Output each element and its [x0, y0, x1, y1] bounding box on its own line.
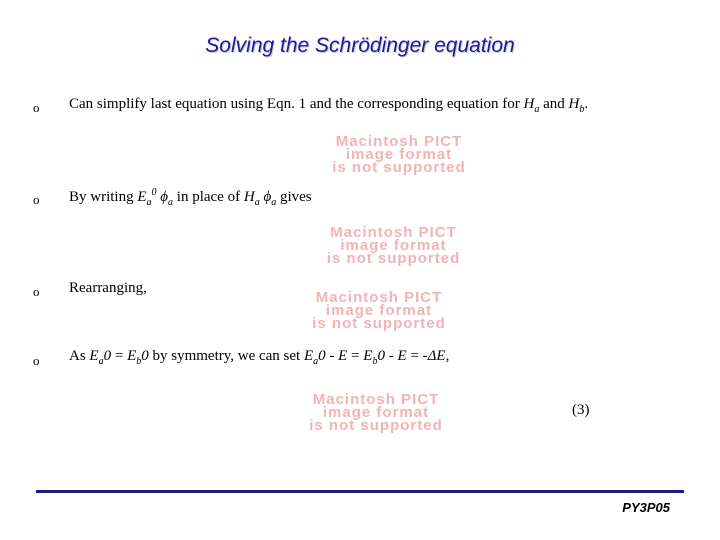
item-1-text: Can simplify last equation using Eqn. 1 and the corresponding equation for $H_a$ and $H_b$. [69, 96, 589, 115]
footer-rule [36, 490, 684, 493]
footer-course-code: PY3P05 [622, 500, 670, 515]
item-3-text: Rearranging, [69, 280, 147, 296]
item-4-text: As $E_a0 = E_b0$ by symmetry, we can set $E_a0 - E = E_b0 - E = -\Delta E$, [69, 348, 450, 367]
pict-placeholder-3: Macintosh PICT image format is not supported [312, 289, 446, 332]
bullet-icon: o [33, 353, 40, 368]
bullet-icon: o [33, 100, 40, 115]
bullet-icon: o [33, 192, 40, 207]
pict-placeholder-2: Macintosh PICT image format is not supported [326, 224, 461, 267]
pict-placeholder-4: Macintosh PICT image format is not supported [309, 391, 443, 434]
equation-number: (3) [572, 402, 590, 418]
item-2-text: By writing $E_a^0$ $\phi_a$ in place of $H_a$ $\phi_a$ gives [69, 187, 312, 208]
slide-title: Solving the Schrödinger equation [205, 34, 515, 57]
pict-placeholder-1: Macintosh PICT image format is not supported [332, 133, 466, 176]
bullet-icon: o [33, 284, 40, 299]
